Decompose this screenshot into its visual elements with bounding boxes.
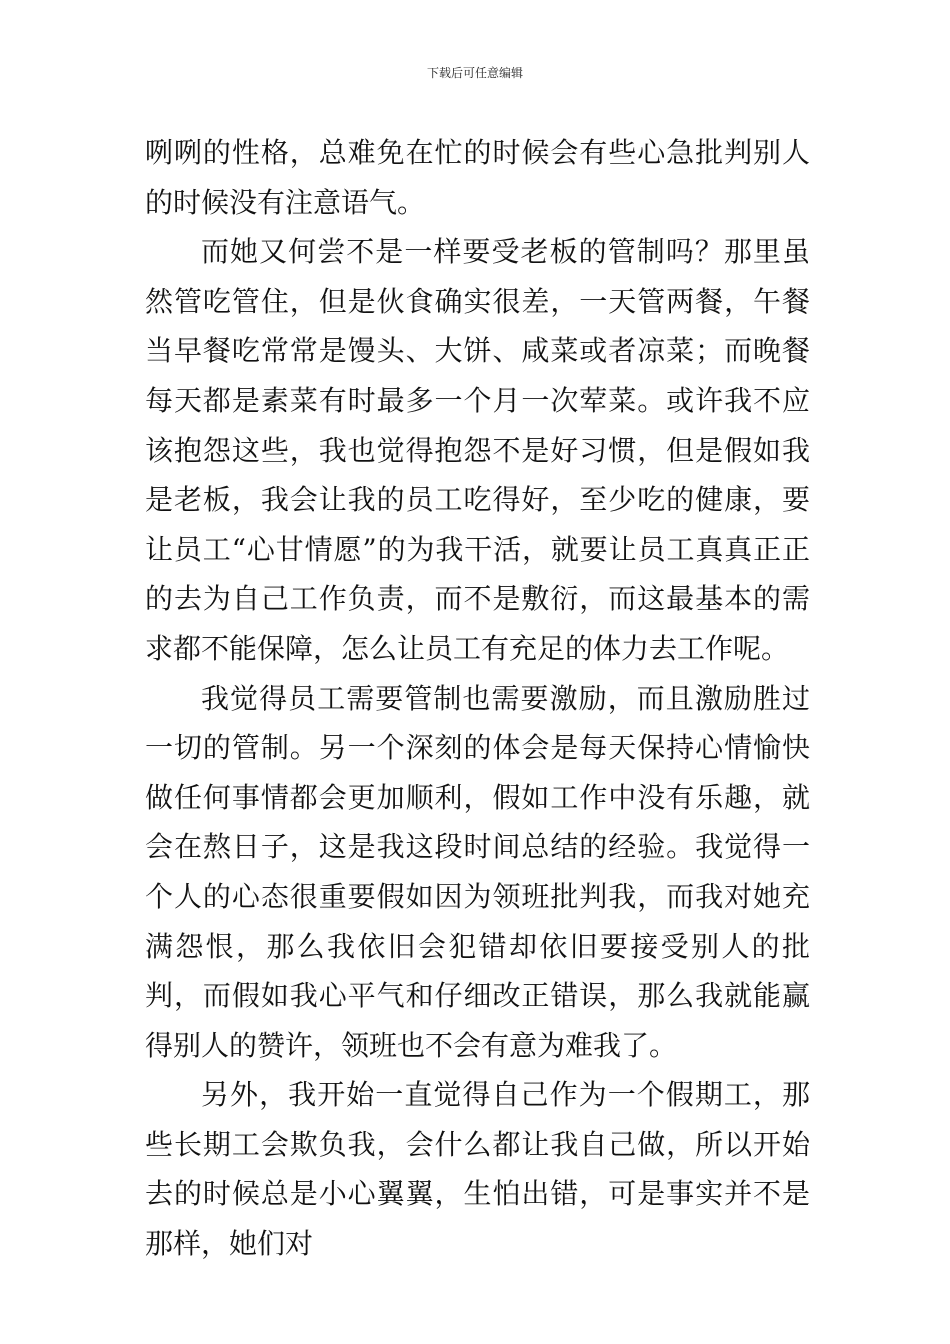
paragraph-4: 另外，我开始一直觉得自己作为一个假期工，那些长期工会欺负我，会什么都让我自己做，所以开始去的时候总是小心翼翼，生怕出错，可是事实并不是那样，她们对 bbox=[145, 1078, 810, 1261]
paragraph-1: 咧咧的性格，总难免在忙的时候会有些心急批判别人的时候没有注意语气。 bbox=[145, 136, 810, 219]
document-body bbox=[145, 128, 810, 1269]
page-header: 下载后可任意编辑 bbox=[426, 66, 523, 80]
paragraph-2: 而她又何尝不是一样要受老板的管制吗？那里虽然管吃管住，但是伙食确实很差，一天管两餐，午餐当早餐吃常常是馒头、大饼、咸菜或者凉菜；而晚餐每天都是素菜有时最多一个月一次荤菜。或许我不应该抱怨这些，我也觉得抱怨不是好习惯，但是假如我是老板，我会让我的员工吃得好，至少吃的健康，要让员工“心甘情愿”的为我干活，就要让员工真真正正的去为自己工作负责，而不是敷衍，而这最基本的需求都不能保障，怎么让员工有充足的体力去工作呢。 bbox=[145, 235, 810, 665]
paragraph-3: 我觉得员工需要管制也需要激励，而且激励胜过一切的管制。另一个深刻的体会是每天保持心情愉快做任何事情都会更加顺利，假如工作中没有乐趣，就会在熬日子，这是我这段时间总结的经验。我觉得一个人的心态很重要假如因为领班批判我，而我对她充满怨恨，那么我依旧会犯错却依旧要接受别人的批判，而假如我心平气和仔细改正错误，那么我就能赢得别人的赞许，领班也不会有意为难我了。 bbox=[145, 681, 810, 1062]
